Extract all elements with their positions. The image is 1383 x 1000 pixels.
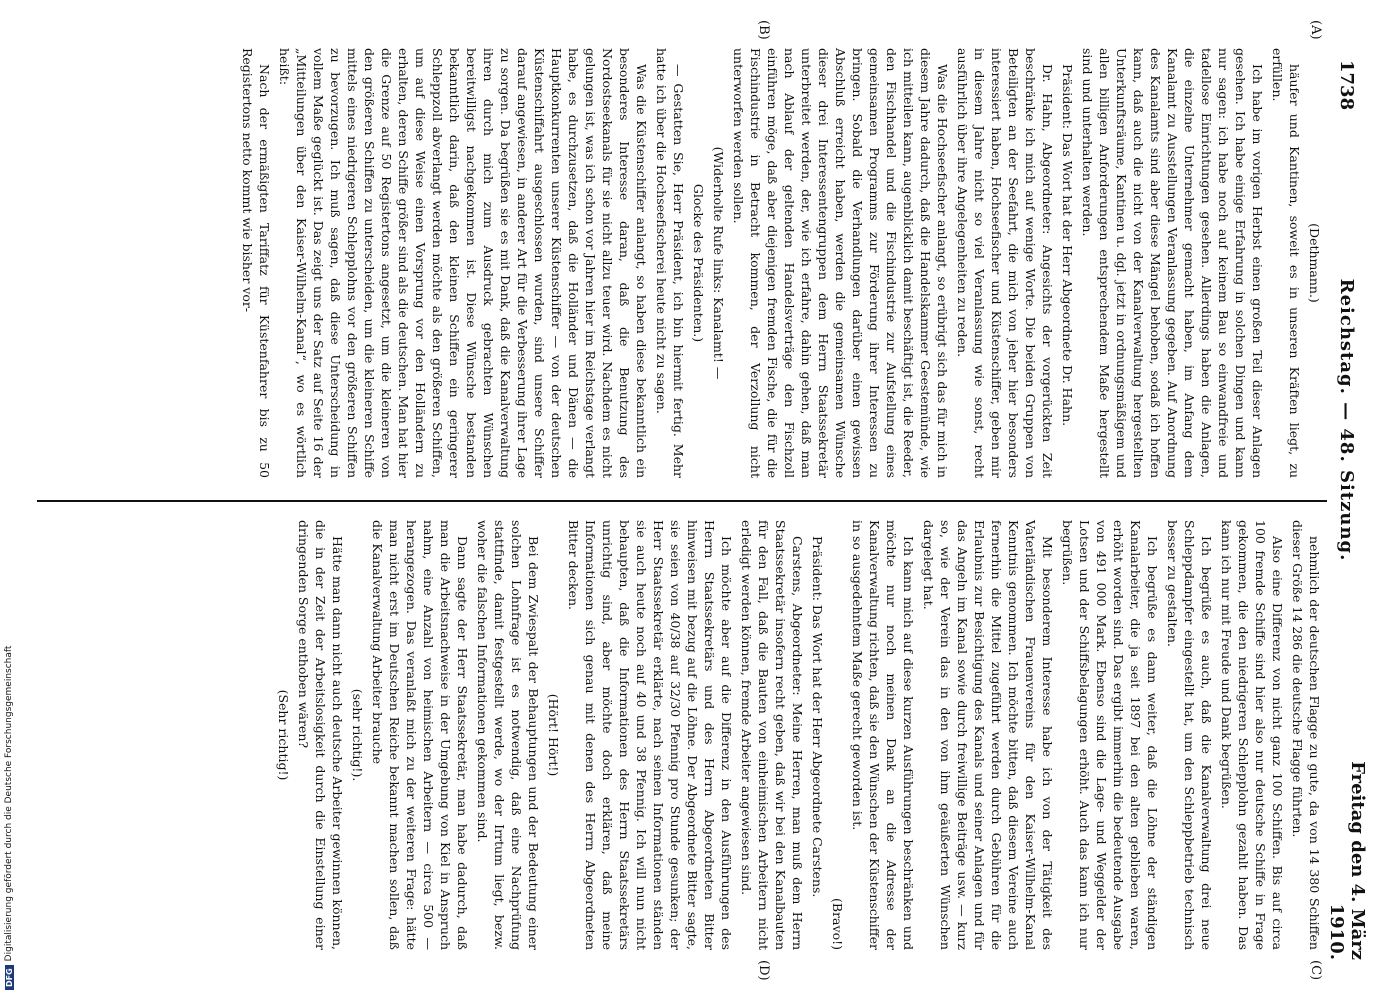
right-column bbox=[272, 520, 1323, 950]
paragraph: Nach der ermäßigten Tariffatz für Küstenfahrer bis zu 50 Registertons netto kommt wie bisher vor- bbox=[240, 48, 272, 478]
running-head: Reichstag. — 48. Sitzung. bbox=[1336, 278, 1358, 562]
paragraph: Ich habe im vorigen Herbst einen großen Teil dieser Anlagen gesehen. Ich habe einige Erfahrung in solchen Dingen und kann nur sagen: ich habe noch auf keinem Bau so einwandfreie und tadellose Einrichtungen gesehen. Allerdings haben die Anlagen, die einzelne Unternehmer gemacht haben, im Anfang dem Kanalamt zu Ausstellungen Veranlassung gegeben. Auf Anordnung des Kanalamts sind aber diese Mängel behoben, sodaß ich hoffen kann, daß auch die nicht von der Kanalverwaltung hergestellten Unterkunftsräume, Kantinen u. dgl. jetzt in ordnungsmäßigem und allen billigen Anforderungen entsprechendem Maße hergestellt sind und unterhalten werden. bbox=[1080, 48, 1265, 478]
session-date: Freitag den 4. März 1910. bbox=[1326, 761, 1368, 960]
paragraph: Hätte man dann nicht auch deutsche Arbeiter gewinnen können, die in der Zeit der Arbeitslosigkeit durch die Einstellung einer dringenden Sorge enthoben wären? bbox=[296, 520, 345, 950]
dfg-logo: DFG bbox=[5, 965, 14, 990]
paragraph: (Bravo!) bbox=[830, 898, 845, 950]
funding-text: Digitalisierung gefördert durch die Deutsche Forschungsgemeinschaft bbox=[4, 645, 14, 962]
paragraph: (Widerholte Rufe links: Kanalamt! — bbox=[711, 146, 726, 380]
paragraph: Bei dem Zwiespalt der Behauptungen und der Bedeutung einer solchen Lohnfrage ist es notwendig, daß eine Nachprüfung stattfinde, damit festgestellt werde, wo der Irrtum liegt, bezw. woher die falschen Informationen gekommen sind. bbox=[475, 520, 541, 950]
paragraph: (Sehr richtig!) bbox=[276, 689, 291, 781]
paragraph: (Hört! Hört!) bbox=[546, 693, 561, 777]
paragraph: — Gestatten Sie, Herr Präsident, ich bin hiermit fertig. Mehr hatte ich über die Hochseefischerei heute nicht zu sagen. bbox=[654, 48, 686, 478]
paragraph: (sehr richtig!). bbox=[350, 688, 365, 782]
margin-mark-d: (D) bbox=[756, 960, 771, 981]
page-number: 1738 bbox=[1336, 60, 1358, 111]
paragraph: Was die Hochseefischer anlangt, so erübrigt sich das für mich in diesem Jahre dadurch, daß die Handelskammer Geestemünde, wie ich mitteilen kann, augenblicklich damit beschäftigt ist, die Reeder, den Fischhandel und die Fischindustrie zur Aufstellung eines gemeinsamen Programms zur Förderung ihrer Interessen zu bringen. Sobald die Verhandlungen darüber einen gewissen Abschluß erreicht haben, werden die gemeinsamen Wünsche dieser drei Interessentengruppen dem Herrn Staatssekretär unterbreitet werden, der, wie ich erfahre, dahin gehen, daß man nach Ablauf der geltenden Handelsverträge den Fischzoll einführen möge, daß aber diejenigen fremden Fische, die für die Fischindustrie in Betracht kommen, der Verzollung nicht unterworfen werden sollen. bbox=[731, 48, 950, 478]
paragraph: Ich möchte aber auf die Differenz in den Ausführungen des Herrn Staatssekretärs und des Herrn Abgeordneten Bitter hinweisen mit bezug auf die Löhne. Der Abgeordnete Bitter sagte, sie seien von 40/38 auf 32/30 Pfennig pro Stunde gesunken; der Herr Staatssekretär erklärte, nach seinen Informationen ständen sie auch heute noch auf 40 und 38 Pfennig. Ich will nun nicht behaupten, daß die Informationen des Herrn Staatssekretärs unrichtig sind, aber möchte doch erklären, daß meine Informationen sich genau mit denen des Herrn Abgeordneten Bitter decken. bbox=[566, 520, 734, 950]
margin-mark-b: (B) bbox=[756, 20, 771, 40]
paragraph: Ich kann mich auf diese kurzen Ausführungen beschränken und möchte nur noch meinen Dank an die Adresse der Kanalverwaltung richten, daß sie den Wünschen der Küstenschiffer in so ausgedehntem Maße gerecht geworden ist. bbox=[850, 520, 916, 950]
paragraph: nehmlich der deutschen Flagge zu gute, da von 14 380 Schiffen dieser Größe 14 286 die deutsche Flagge führten. bbox=[1290, 520, 1322, 950]
paragraph: Ich begrüße es dann weiter, daß die Löhne der ständigen Kanalarbeiter, die ja seit 1897 bei den alten geblieben waren, erhöht worden sind. Das ergibt immerhin die bedeutende Ausgabe von 491 000 Mark. Ebenso sind die Lage- und Weggelder der Lotsen und der Schiffsbelagungen erhöht. Auch das kann ich nur begrüßen. bbox=[1060, 520, 1160, 950]
page-header bbox=[1326, 60, 1368, 960]
paragraph: Was die Küstenschiffer anlangt, so haben diese bekanntlich ein besonderes Interesse daran, daß die Benutzung des Nordostseekanals für sie nicht allzu teuer wird. Nachdem es nicht gelungen ist, was ich schon vor Jahren hier im Reichstage verlangt habe, es durchzusetzen, daß die Holländer und Dänen — die Hauptkonkurrenten unserer Küstenschiffer — von der deutschen Küstenschiffahrt ausgeschlossen wurden, sind unsere Schiffer darauf angewiesen, in anderer Art für die Verbesserung ihrer Lage zu sorgen. Da begrüßen sie es mit Dank, daß die Kanalverwaltung ihren durch mich zum Ausdruck gebrachten Wünschen bereitwilligst nachgekommen ist. Diese Wünsche bestanden bekanntlich darin, daß den kleinen Schiffen ein geringerer Schleppzoll abverlangt werden möchte als den größeren Schiffen, um auf diese Weise einen Vorsprung vor den Holländern zu erhalten, deren Schiffe größer sind als die deutschen. Man hat hier die Grenze auf 50 Registertons angesetzt, um die kleineren von den größeren Schiffen zu unterscheiden, um die kleineren Schiffe mittels eines niedrigeren Schlepplohns vor den größeren Schiffen zu bevorzugen. Ich muß sagen, daß diese Unterscheidung in vollem Maße geglückt ist. Das zeigt uns der Satz auf Seite 16 der „Mitteilungen über den Kaiser-Wilhelm-Kanal“, wo es wörtlich heißt: bbox=[277, 48, 649, 478]
paragraph: Präsident: Das Wort hat der Herr Abgeordnete Dr. Hahn. bbox=[1060, 64, 1075, 427]
paragraph: Ich begrüße es auch, daß die Kanalverwaltung drei neue Schleppdampfer eingestellt hat, um den Schleppbetrieb technisch besser zu gestalten. bbox=[1165, 520, 1214, 950]
paragraph: Präsident: Das Wort hat der Herr Abgeordnete Carstens. bbox=[810, 536, 825, 898]
column-divider bbox=[37, 500, 1327, 502]
funding-note bbox=[2, 90, 16, 990]
left-column bbox=[236, 48, 1323, 478]
paragraph: Also eine Differenz von nicht ganz 100 Schiffen. Bis auf circa 100 fremde Schiffe sind hier also nur deutsche Schiffe in Frage gekommen, die den niedrigeren Schlepplohn gezahlt haben. Das kann ich nur mit Freude und Dank begrüßen. bbox=[1219, 520, 1285, 950]
paragraph: häufer und Kantinen, soweit es in unseren Kräften liegt, zu erfüllen. bbox=[1270, 48, 1302, 478]
paragraph: (Dethmann.) bbox=[1307, 223, 1322, 303]
paragraph: Dann sagte der Herr Staatssekretär, man habe dadurch, daß man die Arbeitsnachweise in der Umgebung von Kiel in Anspruch nahm, eine Anzahl von heimischen Arbeitern — circa 500 — herangezogen. Das veranlaßt mich zu der weiteren Frage: hätte man nicht erst im Deutschen Reiche bekannt machen sollen, daß die Kanalverwaltung Arbeiter brauche bbox=[370, 520, 470, 950]
paragraph: Carstens, Abgeordneter: Meine Herren, man muß dem Herrn Staatssekretär insofern recht geben, daß wir bei den Kanalbauten für den Fall, daß die Bauten von einheimischen Arbeitern nicht erledigt werden können, fremde Arbeiter angewiesen sind. bbox=[739, 520, 805, 950]
margin-mark-a: (A) bbox=[1308, 20, 1323, 40]
paragraph: Mit besonderem Interesse habe ich von der Tätigkeit des Vaterländischen Frauenvereins für den Kaiser-Wilhelm-Kanal Kenntnis genommen. Ich möchte bitten, daß diesem Vereine auch fernerhin die Mittel zugeführt werden durch Gebühren für die Erlaubnis zur Besichtigung des Kanals und seiner Anlagen und für das Angeln im Kanal sowie durch freiwillige Beiträge usw. — kurz so, wie der Verein das in den von ihm geäußerten Wünschen dargelegt hat. bbox=[921, 520, 1055, 950]
paragraph: Glocke des Präsidenten.) bbox=[691, 183, 706, 343]
margin-mark-c: (C) bbox=[1308, 960, 1323, 981]
paragraph: Dr. Hahn, Abgeordneter: Angesichts der vorgerückten Zeit beschränke ich mich auf wenige Worte. Die beiden Gruppen von Beteiligten an der Seefahrt, die mich von jeher hier besonders interessiert haben, Hochseefischer und Küstenschiffer, geben mir in diesem Jahre nicht so viel Veranlassung wie sonst, recht ausführlich über ihre Angelegenheiten zu reden. bbox=[955, 48, 1055, 478]
